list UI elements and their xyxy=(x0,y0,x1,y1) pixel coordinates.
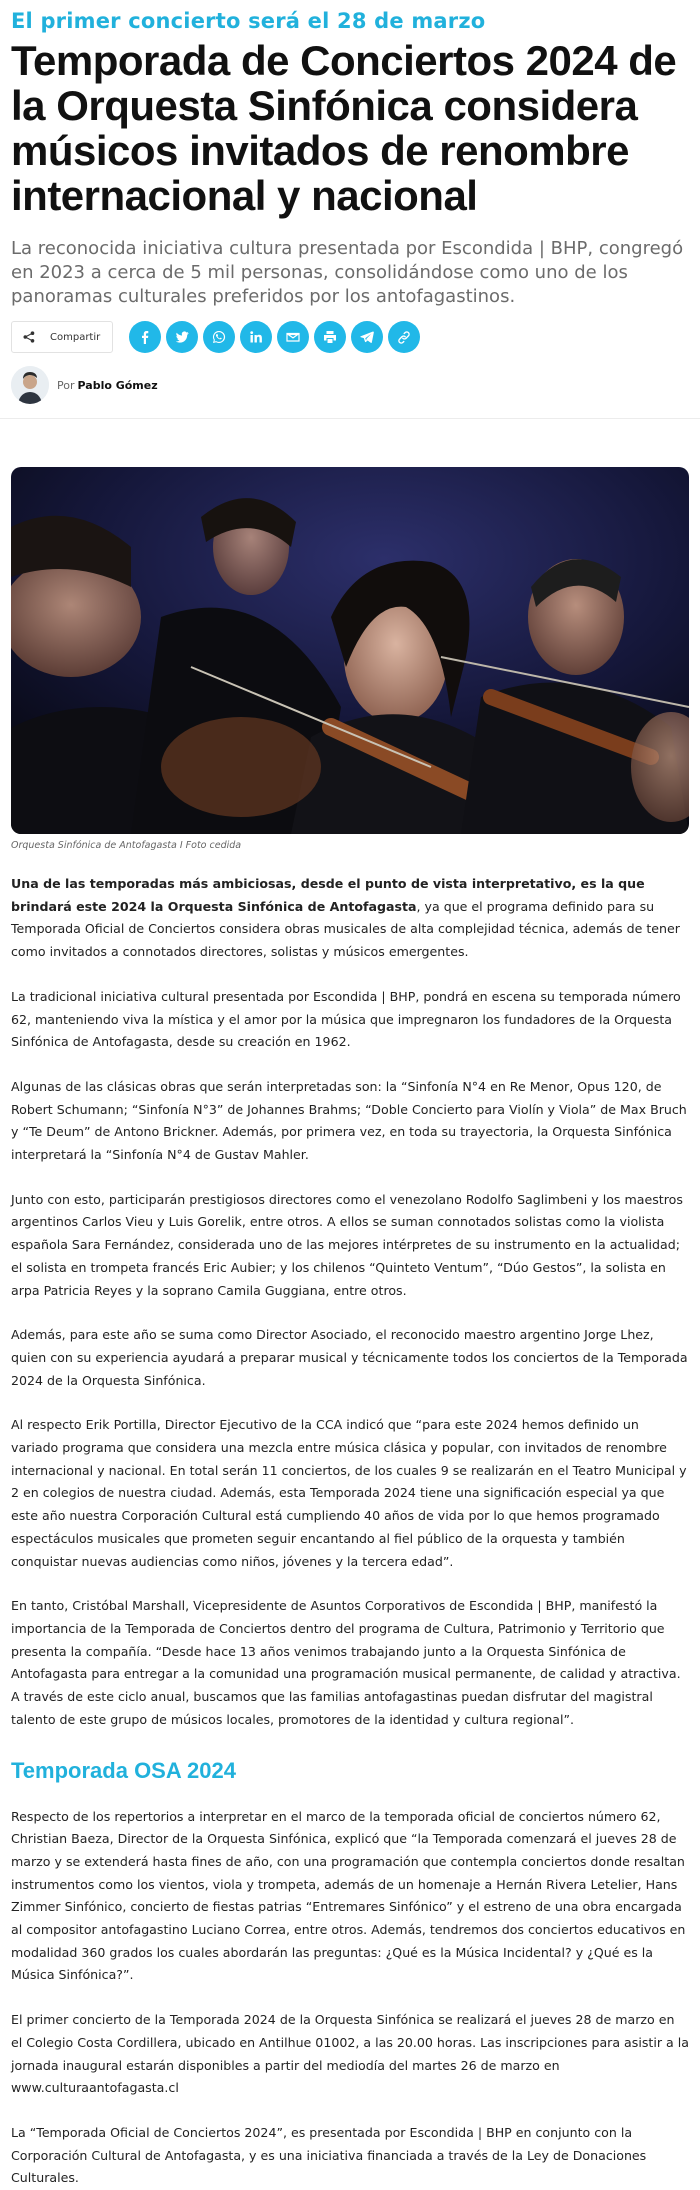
author-prefix: Por xyxy=(57,378,75,392)
copy-link-button[interactable] xyxy=(388,321,420,353)
paragraph: Junto con esto, participarán prestigiosos directores como el venezolano Rodolfo Saglimbeni y los maestros argentinos Carlos Vieu y Luis Gorelik, entre otros. A ellos se suman connotados solistas como la violista española Sara Fernández, considerada uno de las mejores intérpretes de su instrumento en la actualidad; el solista en trompeta francés Eric Aubier; y los chilenos “Quinteto Ventum”, “Dúo Gestos”, la solista en arpa Patricia Reyes y la soprano Camila Guggiana, entre otros. xyxy=(11,1191,683,1298)
telegram-icon xyxy=(360,330,374,344)
lead-rest-text: , ya que el programa definido para su Temporada Oficial de Conciertos considera obras musicales de alta complejidad técnica, además de tener como invitados a connotados directores, solistas y músicos emergentes. xyxy=(11,898,680,960)
paragraph: Algunas de las clásicas obras que serán interpretadas son: la “Sinfonía N°4 en Re Menor, Opus 120, de Robert Schumann; “Sinfonía N°3” de Johannes Brahms; “Doble Concierto para Violín y Viola” de Max Bruch y “Te Deum” de Antono Brickner. Además, por primera vez, en toda su trayectoria, la Orquesta Sinfónica interpretará la “Sinfonía N°4 de Gustav Mahler. xyxy=(11,1078,687,1163)
article-body xyxy=(11,873,689,2190)
paragraph: El primer concierto de la Temporada 2024 de la Orquesta Sinfónica se realizará el jueves 28 de marzo en el Colegio Costa Cordillera, ubicado en Antilhue 01002, a las 20.00 horas. Las inscripciones para asistir a la jornada inaugural estarán disponibles a partir del mediodía del martes 26 de marzo en www.culturaantofagasta.cl xyxy=(11,2012,689,2096)
facebook-icon xyxy=(138,330,152,344)
article-kicker: El primer concierto será el 28 de marzo xyxy=(11,9,486,33)
print-share-button[interactable] xyxy=(314,321,346,353)
facebook-share-button[interactable] xyxy=(129,321,161,353)
paragraph: Además, para este año se suma como Director Asociado, el reconocido maestro argentino Jorge Lhez, quien con su experiencia ayudará a preparar musical y técnicamente todos los conciertos de la Temporada 2024 de la Orquesta Sinfónica. xyxy=(11,1327,688,1388)
lead-bold-text: Una de las temporadas más ambiciosas, desde el punto de vista interpretativo, es la que brindará este 2024 la Orquesta Sinfónica de Antofagasta xyxy=(11,876,645,914)
article-headline: Temporada de Conciertos 2024 de la Orquesta Sinfónica considera músicos invitados de renombre internacional y nacional xyxy=(11,37,677,219)
twitter-share-button[interactable] xyxy=(166,321,198,353)
twitter-icon xyxy=(175,330,189,344)
paragraph: La “Temporada Oficial de Conciertos 2024”, es presentada por Escondida | BHP en conjunto con la Corporación Cultural de Antofagasta, y es una iniciativa financiada a través de la Ley de Donaciones Culturales. xyxy=(11,2124,647,2186)
linkedin-share-button[interactable] xyxy=(240,321,272,353)
paragraph: Respecto de los repertorios a interpretar en el marco de la temporada oficial de conciertos número 62, Christian Baeza, Director de la Orquesta Sinfónica, explicó que “la Temporada comenzará el jueves 28 de marzo y se extenderá hasta fines de año, con una programación que contempla conciertos donde resaltan instrumentos como los vientos, viola y trompeta, además de un homenaje a Hernán Rivera Letelier, Hans Zimmer Sinfónico, concierto de fiestas patrias “Entremares Sinfónico” y el estreno de una obra encargada al compositor antofagastino Luciano Correa, entre otros. Además, tendremos dos conciertos educativos en modalidad 360 grados los cuales abordarán las preguntas: ¿Qué es la Música Incidental? y ¿Qué es la Música Sinfónica?”. xyxy=(11,1808,686,1983)
author-avatar[interactable] xyxy=(11,366,49,404)
email-share-button[interactable] xyxy=(277,321,309,353)
author-name[interactable]: Pablo Gómez xyxy=(77,378,158,392)
image-caption: Orquesta Sinfónica de Antofagasta I Foto cedida xyxy=(11,840,242,851)
link-icon xyxy=(397,330,411,344)
paragraph-lead xyxy=(11,873,689,964)
header-divider xyxy=(0,418,700,419)
telegram-share-button[interactable] xyxy=(351,321,383,353)
author-byline xyxy=(11,365,689,405)
share-button[interactable] xyxy=(11,321,113,353)
paragraph: La tradicional iniciativa cultural presentada por Escondida | BHP, pondrá en escena su temporada número 62, manteniendo viva la mística y el amor por la música que impregnaron los fundadores de la Orquesta Sinfónica de Antofagasta, desde su creación en 1962. xyxy=(11,988,681,1050)
hero-image xyxy=(11,467,689,834)
paragraph: En tanto, Cristóbal Marshall, Vicepresidente de Asuntos Corporativos de Escondida | BHP, manifestó la importancia de la Temporada de Conciertos dentro del programa de Cultura, Patrimonio y Territorio que presenta la compañía. “Desde hace 13 años venimos trabajando junto a la Orquesta Sinfónica de Antofagasta para entregar a la comunidad una programación musical permanente, de calidad y atractiva. A través de este ciclo anual, buscamos que las familias antofagastinas puedan disfrutar del magistral talento de este grupo de músicos locales, promotores de la identidad y cultura regional”. xyxy=(11,1598,681,1727)
whatsapp-share-button[interactable] xyxy=(203,321,235,353)
share-icon xyxy=(22,330,36,344)
share-bar xyxy=(11,321,689,353)
section-title: Temporada OSA 2024 xyxy=(11,1757,236,1783)
linkedin-icon xyxy=(249,330,263,344)
email-icon xyxy=(286,330,300,344)
article-subhead: La reconocida iniciativa cultura presentada por Escondida | BHP, congregó en 2023 a cerca de 5 mil personas, consolidándose como uno de los panoramas culturales preferidos por los antofagastinos. xyxy=(11,238,684,307)
whatsapp-icon xyxy=(212,330,226,344)
print-icon xyxy=(323,330,337,344)
paragraph: Al respecto Erik Portilla, Director Ejecutivo de la CCA indicó que “para este 2024 hemos definido un variado programa que considera una mezcla entre música clásica y popular, con invitados de renombre internacional y nacional. En total serán 11 conciertos, de los cuales 9 se realizarán en el Teatro Municipal y 2 en colegios de nuestra ciudad. Además, esta Temporada 2024 tiene una significación especial ya que este año nuestra Corporación Cultural está cumpliendo 40 años de vida por lo que hemos programado espectáculos musicales que prometen seguir encantando al fiel público de la orquesta y también conquistar nuevas audiencias como niños, jóvenes y la tercera edad”. xyxy=(11,1417,687,1569)
share-label: Compartir xyxy=(50,331,101,343)
